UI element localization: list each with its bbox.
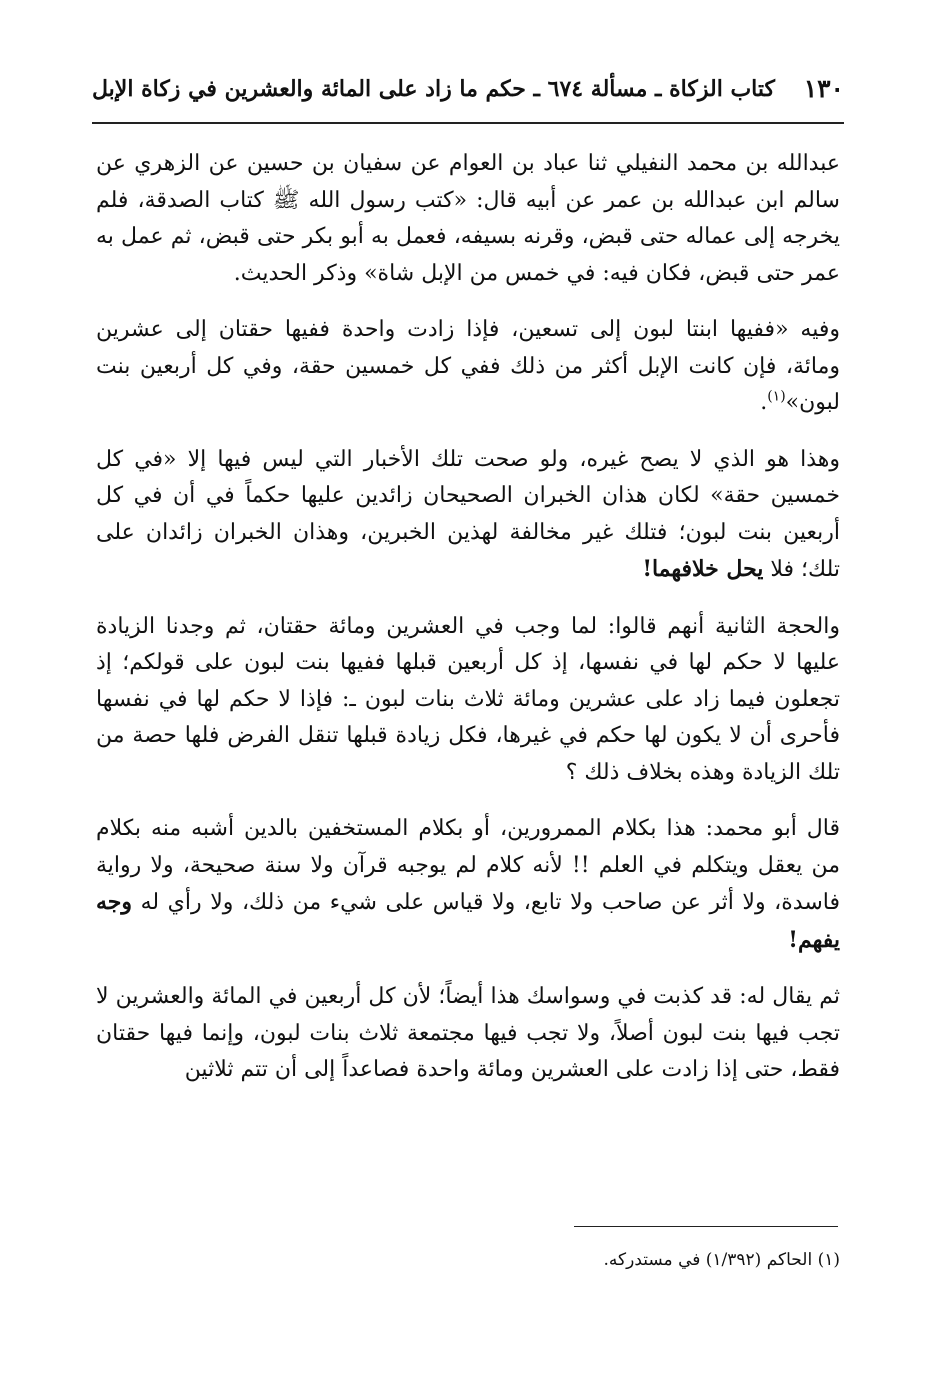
paragraph-6 xyxy=(96,979,840,1089)
paragraph-1-text: عبدالله بن محمد النفيلي ثنا عباد بن العوام عن سفيان بن حسين عن الزهري عن سالم ابن عبدالله بن عمر عن أبيه قال: «كتب رسول الله ﷺ كتاب الصدقة، فلم يخرجه إلى عماله حتى قبض، وقرنه بسيفه، فعمل به أبو بكر حتى قبض، ثم عمل به عمر حتى قبض، فكان فيه: في خمس من الإبل شاة» وذكر الحديث. xyxy=(96,151,840,286)
paragraph-4 xyxy=(96,609,840,792)
page-header xyxy=(92,74,844,114)
paragraph-1 xyxy=(96,146,840,292)
header-divider xyxy=(92,122,844,124)
paragraph-6-text: ثم يقال له: قد كذبت في وسواسك هذا أيضاً؛ لأن كل أربعين في المائة والعشرين لا تجب فيها بنت لبون أصلاً، ولا تجب فيها مجتمعة ثلاث بنات لبون، وإنما فيها حقتان فقط، حتى إذا زادت على العشرين ومائة واحدة فصاعداً إلى أن تتم ثلاثين xyxy=(96,984,840,1082)
paragraph-4-text: والحجة الثانية أنهم قالوا: لما وجب في العشرين ومائة حقتان، ثم وجدنا الزيادة عليها لا حكم لها في نفسها، إذ كل أربعين قبلها ففيها بنت لبون على قولكم؛ إذ تجعلون فيما زاد على عشرين ومائة ثلاث بنات لبون ـ: فإذا لا حكم لها في نفسها فأحرى أن لا يكون لها حكم في غيرها، فكل زيادة قبلها تنقل الفرض فلها حصة من تلك الزيادة وهذه بخلاف ذلك ؟ xyxy=(96,613,840,785)
paragraph-2-end: . xyxy=(760,390,768,415)
paragraph-3 xyxy=(96,442,840,589)
footnote: (١) الحاكم (١/٣٩٢) في مستدركه. xyxy=(603,1250,840,1270)
paragraph-2 xyxy=(96,312,840,422)
paragraph-2-text: وفيه «ففيها ابنتا لبون إلى تسعين، فإذا زادت واحدة ففيها حقتان إلى عشرين ومائة، فإن كانت الإبل أكثر من ذلك ففي كل خمسين حقة، وفي كل أربعين بنت لبون» xyxy=(96,317,840,415)
footnote-divider xyxy=(574,1226,838,1227)
running-title: كتاب الزكاة ـ مسألة ٦٧٤ ـ حكم ما زاد على المائة والعشرين في زكاة الإبل xyxy=(92,76,776,102)
main-text xyxy=(96,146,840,1109)
footnote-reference[interactable]: (١) xyxy=(767,388,786,405)
paragraph-3-text: وهذا هو الذي لا يصح غيره، ولو صحت تلك الأخبار التي ليس فيها إلا «في كل خمسين حقة» لكان هذان الخبران الصحيحان زائدين عليها حكماً في أن في كل أربعين بنت لبون؛ فتلك غير مخالفة لهذين الخبرين، وهذان الخبران زائدان على تلك؛ فلا xyxy=(96,446,840,582)
paragraph-5 xyxy=(96,811,840,959)
paragraph-5-end: وجه يفهم! xyxy=(96,889,840,953)
page-number: ١٣٠ xyxy=(803,74,844,103)
paragraph-3-end: يحل خلافهما! xyxy=(642,556,764,582)
paragraph-5-text: قال أبو محمد: هذا بكلام الممرورين، أو بكلام المستخفين بالدين أشبه منه بكلام من يعقل ويتكلم في العلم !! لأنه كلام لم يوجبه قرآن ولا سنة صحيحة، ولا رواية فاسدة، ولا أثر عن صاحب ولا تابع، ولا قياس على شيء من ذلك، ولا رأي له xyxy=(96,816,840,915)
